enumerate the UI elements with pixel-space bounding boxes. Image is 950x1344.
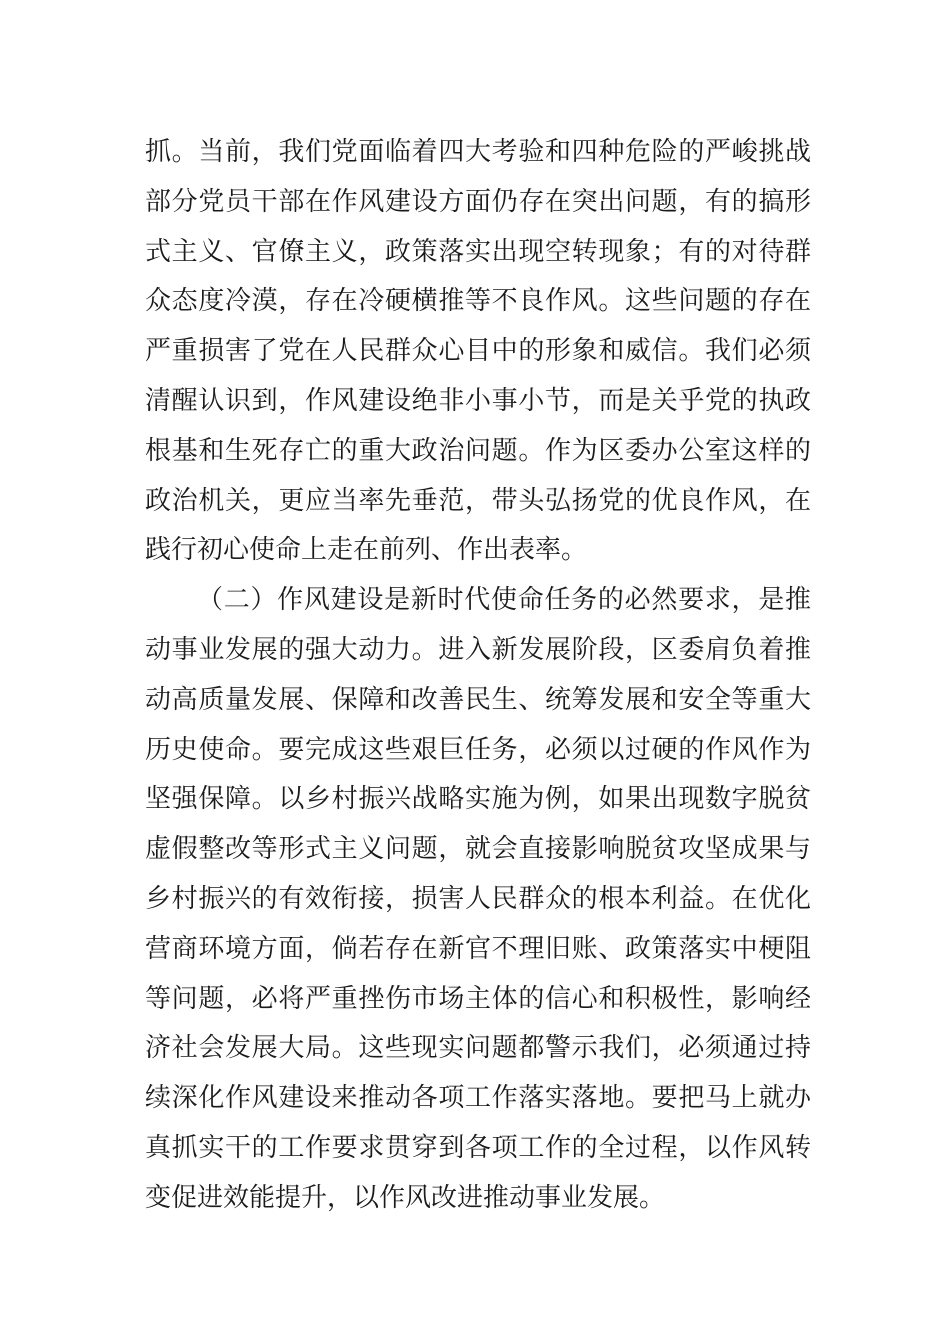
paragraph-heading-line: （二）作风建设是新时代使命任务的必然要求，是推 [197, 585, 811, 616]
text-line: 营商环境方面，倘若存在新官不理旧账、政策落实中梗阻 [145, 933, 811, 964]
text-line: 部分党员干部在作风建设方面仍存在突出问题，有的搞形 [145, 186, 811, 217]
text-line: 践行初心使命上走在前列、作出表率。 [145, 535, 588, 566]
text-line: 坚强保障。以乡村振兴战略实施为例，如果出现数字脱贫 [145, 784, 811, 815]
text-line: 动高质量发展、保障和改善民生、统筹发展和安全等重大 [145, 684, 811, 715]
text-line: 众态度冷漠，存在冷硬横推等不良作风。这些问题的存在 [145, 286, 811, 317]
text-line: 变促进效能提升，以作风改进推动事业发展。 [145, 1182, 666, 1213]
text-line: 严重损害了党在人民群众心目中的形象和威信。我们必须 [145, 336, 811, 367]
text-line: 续深化作风建设来推动各项工作落实落地。要把马上就办 [145, 1083, 811, 1114]
text-line: 动事业发展的强大动力。进入新发展阶段，区委肩负着推 [145, 634, 811, 665]
text-line: 政治机关，更应当率先垂范，带头弘扬党的优良作风，在 [145, 485, 811, 516]
text-line: 清醒认识到，作风建设绝非小事小节，而是关乎党的执政 [145, 385, 811, 416]
text-line: 历史使命。要完成这些艰巨任务，必须以过硬的作风作为 [145, 734, 811, 765]
text-line: 抓。当前，我们党面临着四大考验和四种危险的严峻挑战 [145, 137, 811, 167]
document-body [145, 128, 811, 1224]
text-line: 济社会发展大局。这些现实问题都警示我们，必须通过持 [145, 1033, 811, 1064]
text-line: 根基和生死存亡的重大政治问题。作为区委办公室这样的 [145, 435, 811, 466]
paragraph-2 [145, 576, 811, 1223]
text-line: 虚假整改等形式主义问题，就会直接影响脱贫攻坚成果与 [145, 834, 811, 865]
paragraph-1 [145, 128, 811, 576]
text-line: 式主义、官僚主义，政策落实出现空转现象；有的对待群 [145, 236, 811, 267]
text-line: 乡村振兴的有效衔接，损害人民群众的根本利益。在优化 [145, 883, 811, 914]
text-line: 等问题，必将严重挫伤市场主体的信心和积极性，影响经 [145, 983, 811, 1014]
text-line: 真抓实干的工作要求贯穿到各项工作的全过程，以作风转 [145, 1132, 811, 1163]
